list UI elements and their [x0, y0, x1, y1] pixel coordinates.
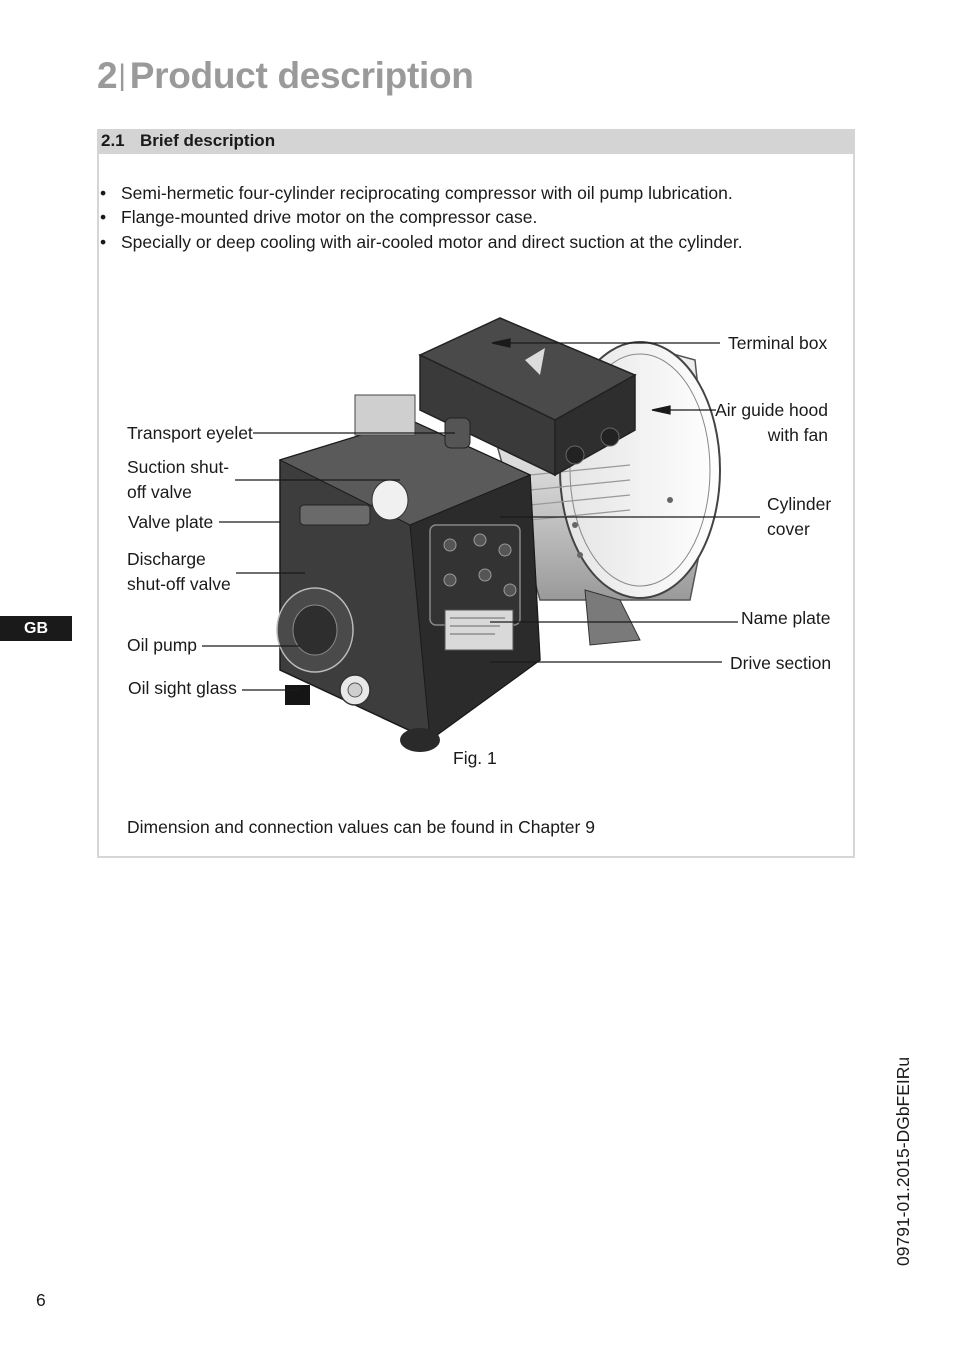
figure-caption: Fig. 1	[453, 748, 497, 768]
label-drive-section: Drive section	[730, 653, 832, 673]
label-air-guide-hood	[698, 398, 828, 448]
bullet-dot: •	[100, 183, 107, 203]
section-number: 2.1	[101, 131, 125, 150]
label-line: with fan	[767, 425, 828, 445]
bullet-text: Specially or deep cooling with air-cooled motor and direct suction at the cylinder.	[121, 232, 743, 252]
section-title-text: Brief description	[140, 131, 276, 150]
bullet-dot: •	[100, 232, 107, 252]
chapter-title-text: Product description	[129, 55, 474, 96]
label-discharge-shutoff-valve	[127, 547, 231, 597]
page-number: 6	[36, 1290, 46, 1310]
label-cylinder-cover	[767, 492, 831, 542]
label-line: shut-off valve	[127, 574, 231, 594]
label-line: off valve	[127, 482, 192, 502]
language-badge: GB	[0, 616, 72, 641]
bullet-text: Semi-hermetic four-cylinder reciprocating compressor with oil pump lubrication.	[121, 183, 733, 203]
label-transport-eyelet: Transport eyelet	[127, 423, 253, 443]
label-oil-sight-glass: Oil sight glass	[128, 678, 237, 698]
chapter-separator: |	[118, 59, 126, 92]
dimension-note: Dimension and connection values can be found in Chapter 9	[127, 817, 595, 837]
chapter-number: 2	[97, 55, 118, 96]
label-name-plate: Name plate	[741, 608, 831, 628]
label-line: Suction shut-	[127, 457, 230, 477]
label-terminal-box: Terminal box	[728, 333, 828, 353]
label-line: cover	[767, 519, 810, 539]
label-valve-plate: Valve plate	[128, 512, 214, 532]
bullet-text: Flange-mounted drive motor on the compressor case.	[121, 207, 538, 227]
label-line: Cylinder	[767, 494, 832, 514]
label-line: Discharge	[127, 549, 206, 569]
label-line: Air guide hood	[715, 400, 828, 420]
label-oil-pump: Oil pump	[127, 635, 198, 655]
bullet-dot: •	[100, 207, 107, 227]
label-suction-shutoff-valve	[127, 455, 229, 505]
document-code: 09791-01.2015-DGbFEIRu	[893, 1056, 913, 1266]
